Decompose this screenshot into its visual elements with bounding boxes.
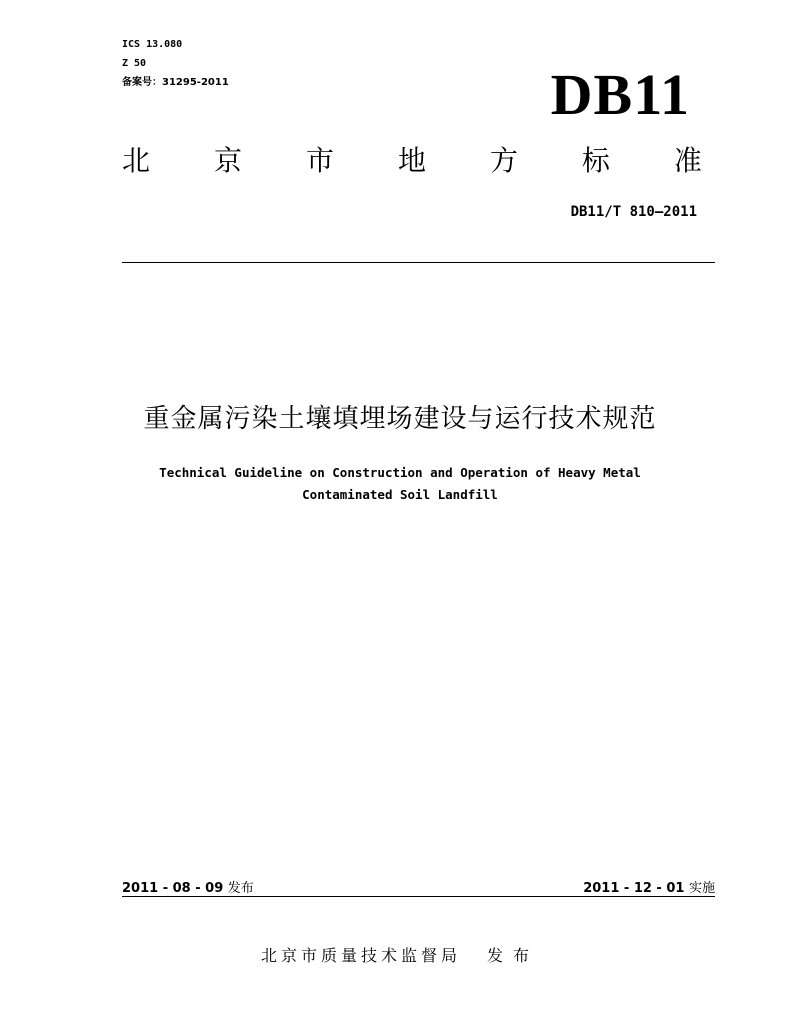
effective-date-value: 2011 - 12 - 01 [583, 881, 685, 896]
effective-date [583, 877, 715, 896]
db11-logo: DB11 [550, 62, 690, 127]
standard-type-char: 标 [581, 144, 610, 177]
title-english-line: Technical Guideline on Construction and Operation of Heavy Metal [159, 465, 641, 480]
standard-type-char: 地 [397, 144, 426, 177]
standard-code: DB11/T 810—2011 [570, 204, 697, 220]
effective-label: 实施 [688, 881, 715, 896]
release-label: 发布 [227, 881, 254, 896]
standard-type-heading [122, 144, 702, 178]
issuer-name: 北京市质量技术监督局 [260, 946, 461, 965]
record-number: 备案号：31295-2011 [122, 77, 229, 88]
release-date-value: 2011 - 08 - 09 [122, 881, 224, 896]
standard-type-char: 北 [122, 144, 151, 177]
document-title-english [0, 462, 800, 506]
ics-code: ICS 13.080 [122, 39, 183, 50]
standard-type-char: 方 [489, 144, 518, 177]
document-title-chinese: 重金属污染土壤填埋场建设与运行技术规范 [143, 404, 657, 434]
header-divider [122, 262, 715, 263]
standard-type-char: 市 [305, 144, 334, 177]
classification-code: Z 50 [122, 58, 147, 69]
standard-type-char: 京 [213, 144, 242, 177]
title-english-line: Contaminated Soil Landfill [302, 487, 498, 502]
standard-type-char: 准 [673, 144, 702, 177]
issuer-action: 发布 [487, 946, 540, 965]
release-date [122, 877, 254, 896]
footer-divider [122, 896, 715, 897]
issuer-line [0, 943, 800, 966]
